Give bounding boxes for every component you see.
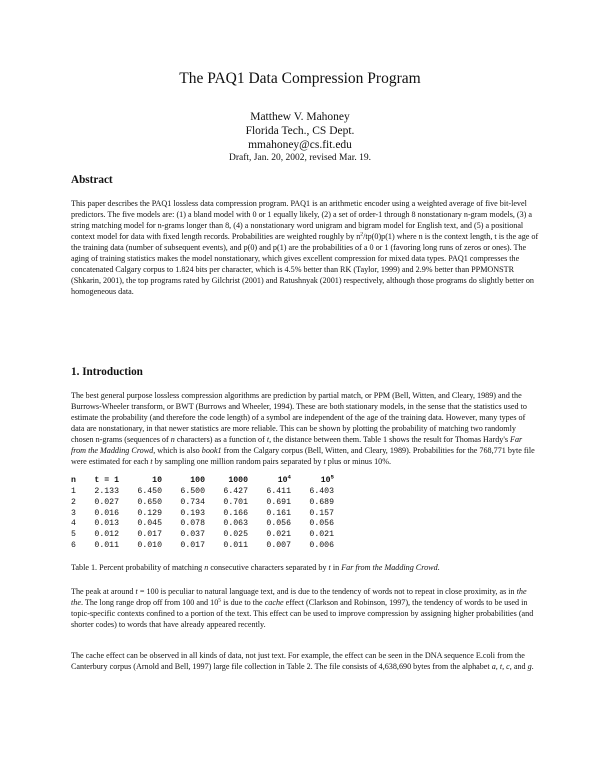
table-row [71,487,334,498]
table-row [71,509,334,520]
table-header-row [71,473,334,487]
table-cell: 0.056 [266,519,291,529]
table-cell: 0.701 [223,497,248,507]
table-cell: 0.056 [309,519,334,529]
table-cell: 3 [71,508,76,518]
table-cell: 4 [71,519,76,529]
table-cell: 0.078 [180,519,205,529]
match-probability-table [71,473,334,552]
dna-paragraph: The cache effect can be observed in all kinds of data, not just text. For example, the effect can be seen in the DNA sequence E.coli from the Canterbury corpus (Arnold and Bell, 1997) large file collection in Table 2. The file consists of 4,638,690 bytes from the alphabet a, t, c, and g. [71,651,534,672]
table-cell: 0.010 [137,541,162,551]
table-cell: 0.027 [94,497,119,507]
table-header-cell: $10^5$ [320,473,334,485]
table-cell: 0.045 [137,519,162,529]
author-name: Matthew V. Mahoney [250,111,350,123]
author-email: mmahoney@cs.fit.edu [248,139,352,151]
table-cell: 0.011 [94,541,119,551]
cache-effect-paragraph: The peak at around t = 100 is peculiar to natural language text, and is due to the tendency of words not to repeat in close proximity, as in the the. The long range drop off from 100 and $10^5$ is due to the cache effect (Clarkson and Robinson, 1997), the tendency of words to be used in topic-specific contexts confined to a portion of the text. This effect can be used to improve compression by assigning higher probabilities (and shorter codes) to words that have already appeared recently. [71,587,534,630]
table-cell: 0.161 [266,508,291,518]
table-cell: 0.193 [180,508,205,518]
table-cell: 6.427 [223,486,248,496]
introduction-paragraph: The best general purpose lossless compression algorithms are prediction by partial match, or PPM (Bell, Witten, and Cleary, 1989) and the Burrows-Wheeler transform, or BWT (Burrows and Wheeler, 1994). These are both stationary models, in the sense that the statistics used to estimate the probability (and therefore the code length) of a symbol are independent of the age of the training data. However, many types of data are nonstationary, in that newer statistics are more reliable. This can be shown by plotting the probability of matching two randomly chosen n-grams (sequences of n characters) as a function of t, the distance between them. Table 1 shows the result for Thomas Hardy's Far from the Madding Crowd, which is also book1 from the Calgary corpus (Bell, Witten, and Cleary, 1989). Probabilities for the 768,771 byte file were estimated for each t by sampling one million random pairs separated by t plus or minus 10%. [71,391,535,467]
paper-title: The PAQ1 Data Compression Program [179,70,421,87]
table-cell: 0.007 [266,541,291,551]
table-cell: 6.500 [180,486,205,496]
table-cell: 0.129 [137,508,162,518]
table-cell: 0.063 [223,519,248,529]
table-cell: 0.017 [180,541,205,551]
table-cell: 6.450 [137,486,162,496]
table-cell: 6.411 [266,486,291,496]
table-cell: 0.166 [223,508,248,518]
table-cell: 1 [71,486,76,496]
table-cell: 0.012 [94,530,119,540]
table-cell: 0.016 [94,508,119,518]
introduction-heading: 1. Introduction [71,366,143,378]
table-row [71,519,334,530]
table-cell: 0.021 [309,530,334,540]
table-cell: 0.689 [309,497,334,507]
author-affiliation: Florida Tech., CS Dept. [245,125,355,137]
table-header-cell: 100 [190,476,205,485]
table-cell: 0.013 [94,519,119,529]
table-cell: 2.133 [94,486,119,496]
table-cell: 5 [71,530,76,540]
weight-formula: $n^2/tp(0)p(1)$ [356,231,395,242]
table-cell: 0.021 [266,530,291,540]
table-cell: 0.650 [137,497,162,507]
abstract-paragraph: This paper describes the PAQ1 lossless data compression program. PAQ1 is an arithmetic encoder using a weighted average of five bit-level predictors. The five models are: (1) a bland model with 0 or 1 equally likely, (2) a set of order-1 through 8 nonstationary n-gram models, (3) a string matching model for n-grams longer than 8, (4) a nonstationary word unigram and bigram model for English text, and (5) a positional context model for data with fixed length records. Probabilities are weighted roughly by $n^2/tp(0)p(1)$ where n is the context length, t is the age of the training data (number of subsequent events), and p(0) and p(1) are the probabilities of a 0 or 1 (favoring long runs of zeros or ones). The aging of training statistics makes the model nonstationary, which gives excellent compression for mixed data types. PAQ1 compresses the concatenated Calgary corpus to 1.824 bits per character, which is 4.5% better than RK (Taylor, 1999) and 2.9% better than PPMONSTR (Shkarin, 2001), the top programs rated by Gilchrist (2001) and Ratushnyak (2001) respectively, although those programs do slightly better on homogeneous data. [71,199,539,297]
table-cell: 0.017 [137,530,162,540]
table-header-cell: n [71,476,76,485]
table-caption: Table 1. Percent probability of matching n consecutive characters separated by t in Far from the Madding Crowd. [71,563,440,572]
table-header-cell: 1000 [228,476,248,485]
table-header-cell: t = 1 [94,476,119,485]
abstract-heading: Abstract [71,174,113,186]
table-cell: 0.025 [223,530,248,540]
table-row [71,530,334,541]
table-cell: 0.006 [309,541,334,551]
table-cell: 0.157 [309,508,334,518]
table-row [71,498,334,509]
table-cell: 6.403 [309,486,334,496]
table-header-cell: 10 [152,476,162,485]
table-row [71,541,334,552]
table-cell: 0.011 [223,541,248,551]
table-cell: 0.691 [266,497,291,507]
draft-date: Draft, Jan. 20, 2002, revised Mar. 19. [229,153,371,163]
table-header-cell: $10^4$ [277,473,291,485]
table-cell: 2 [71,497,76,507]
table-cell: 0.734 [180,497,205,507]
table-cell: 0.037 [180,530,205,540]
table-cell: 6 [71,541,76,551]
